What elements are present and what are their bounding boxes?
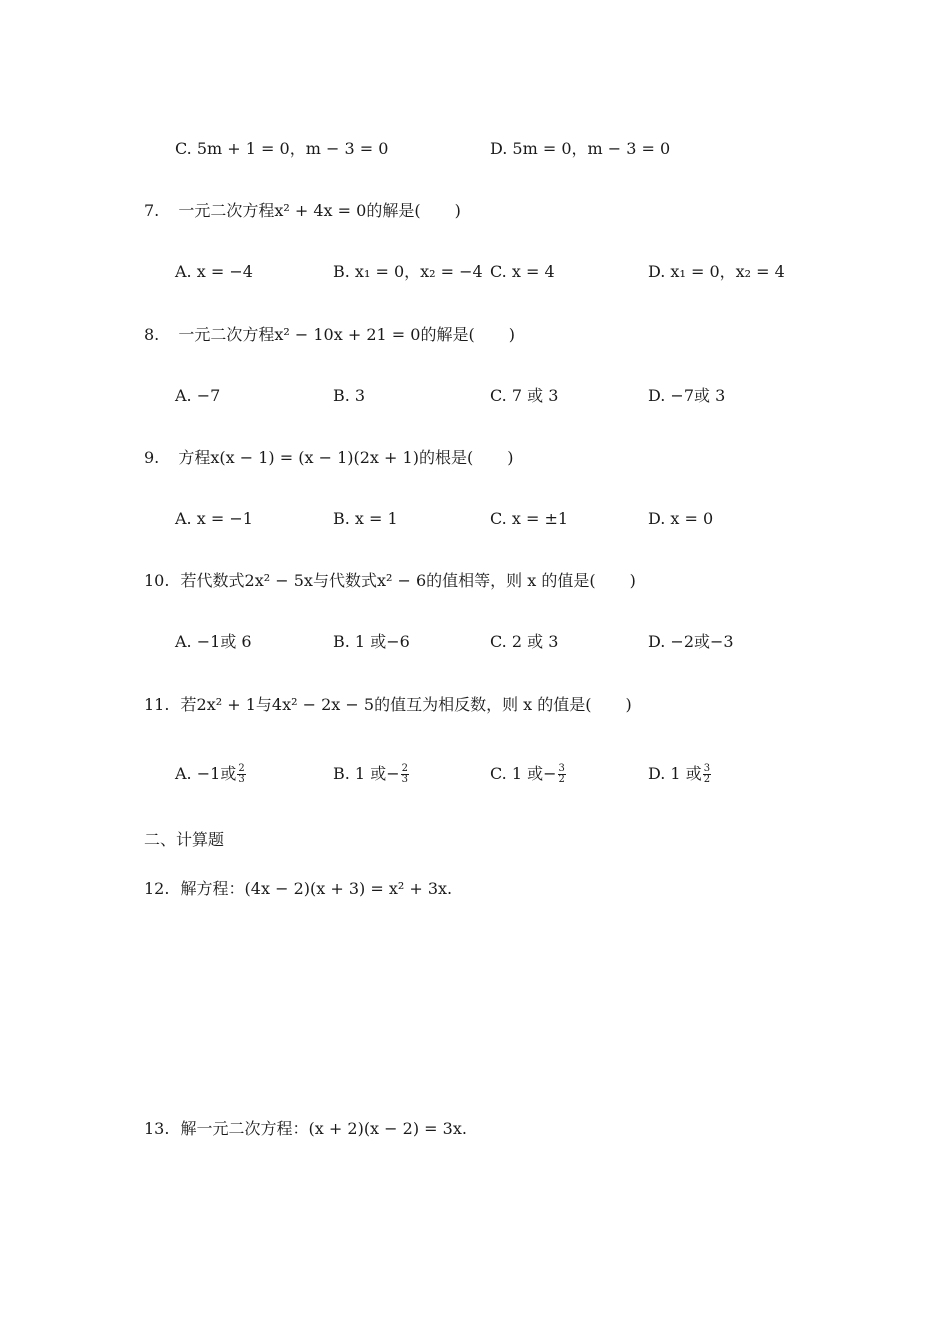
q6-option-d: D. 5m = 0，m − 3 = 0 — [490, 139, 671, 158]
q7-option-b: B. x₁ = 0，x₂ = −4 — [333, 262, 483, 281]
q10-option-b: B. 1 或−6 — [333, 632, 410, 651]
question-stem: 解方程：(4x − 2)(x + 3) = x² + 3x. — [180, 879, 453, 898]
denominator: 2 — [703, 774, 711, 785]
q11-option-d — [648, 763, 711, 785]
q9-option-a: A. x = −1 — [175, 509, 253, 528]
q9-option-c: C. x = ±1 — [490, 509, 569, 528]
option-text: A. −1或 — [175, 764, 237, 783]
q8-option-a: A. −7 — [175, 386, 221, 405]
denominator: 3 — [238, 774, 245, 785]
question-stem: 若2x² + 1与4x² − 2x − 5的值互为相反数，则 x 的值是( — [180, 695, 592, 714]
numerator: 2 — [238, 763, 245, 774]
q8-option-c: C. 7 或 3 — [490, 386, 559, 405]
question-stem: 一元二次方程x² + 4x = 0的解是( — [178, 201, 421, 220]
question-stem: 一元二次方程x² − 10x + 21 = 0的解是( — [178, 325, 475, 344]
numerator: 3 — [703, 763, 711, 774]
q11-option-a — [175, 763, 246, 785]
q7-option-a: A. x = −4 — [175, 262, 253, 281]
answer-paren-close: ) — [629, 571, 636, 590]
question-7 — [144, 200, 461, 222]
option-text: B. 1 或− — [333, 764, 400, 783]
question-number: 10. — [144, 571, 170, 590]
question-8 — [144, 324, 515, 346]
q11-option-c — [490, 763, 566, 785]
fraction — [558, 764, 566, 785]
q7-option-c: C. x = 4 — [490, 262, 555, 281]
question-11 — [144, 694, 632, 716]
q6-option-c: C. 5m + 1 = 0，m − 3 = 0 — [175, 139, 389, 158]
question-stem: 方程x(x − 1) = (x − 1)(2x + 1)的根是( — [178, 448, 474, 467]
section-heading-calculation: 二、计算题 — [144, 830, 225, 849]
question-number: 13. — [144, 1119, 170, 1138]
numerator: 3 — [558, 763, 565, 774]
answer-paren-close: ) — [454, 201, 461, 220]
option-text: D. 1 或 — [648, 764, 702, 783]
fraction — [703, 764, 711, 785]
q7-option-d: D. x₁ = 0，x₂ = 4 — [648, 262, 785, 281]
question-13 — [144, 1118, 467, 1140]
question-number: 9. — [144, 448, 160, 467]
answer-paren-close: ) — [508, 325, 515, 344]
question-number: 8. — [144, 325, 160, 344]
q8-option-b: B. 3 — [333, 386, 366, 405]
question-number: 7. — [144, 201, 160, 220]
denominator: 3 — [401, 774, 408, 785]
q10-option-c: C. 2 或 3 — [490, 632, 559, 651]
fraction — [237, 764, 245, 785]
answer-paren-close: ) — [625, 695, 632, 714]
q9-option-b: B. x = 1 — [333, 509, 398, 528]
q10-option-a: A. −1或 6 — [175, 632, 252, 651]
question-stem: 解一元二次方程：(x + 2)(x − 2) = 3x. — [180, 1119, 467, 1138]
question-number: 12. — [144, 879, 170, 898]
question-stem: 若代数式2x² − 5x与代数式x² − 6的值相等，则 x 的值是( — [180, 571, 596, 590]
question-9 — [144, 447, 513, 469]
option-text: C. 1 或− — [490, 764, 557, 783]
q10-option-d: D. −2或−3 — [648, 632, 734, 651]
numerator: 2 — [401, 763, 408, 774]
question-number: 11. — [144, 695, 170, 714]
question-10 — [144, 570, 636, 592]
fraction — [401, 764, 409, 785]
question-12 — [144, 878, 452, 900]
answer-paren-close: ) — [507, 448, 514, 467]
q9-option-d: D. x = 0 — [648, 509, 714, 528]
q11-option-b — [333, 763, 409, 785]
q8-option-d: D. −7或 3 — [648, 386, 726, 405]
denominator: 2 — [558, 774, 565, 785]
